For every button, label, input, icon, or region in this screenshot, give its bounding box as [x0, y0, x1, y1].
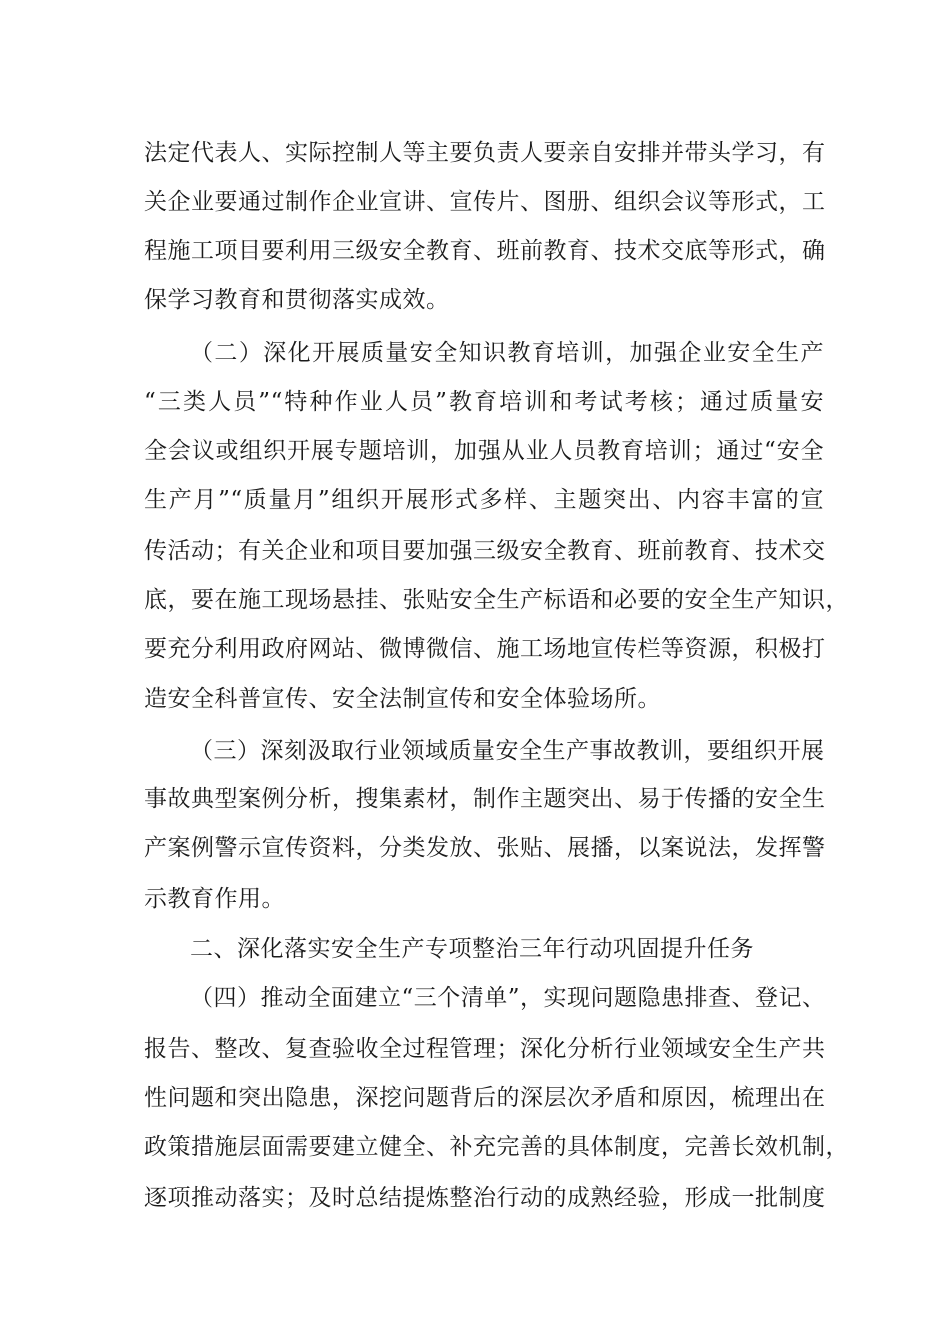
body-text-line: “三类人员”“特种作业人员”教育培训和考试考核；通过质量安 [144, 389, 824, 415]
body-text-line: 示教育作用。 [144, 886, 285, 912]
body-text-line: 生产月”“质量月”组织开展形式多样、主题突出、内容丰富的宣 [144, 487, 824, 513]
body-text-line: 造安全科普宣传、安全法制宣传和安全体验场所。 [144, 686, 661, 712]
body-text-line: 程施工项目要利用三级安全教育、班前教育、技术交底等形式，确 [144, 238, 826, 264]
body-text-line: 关企业要通过制作企业宣讲、宣传片、图册、组织会议等形式，工 [144, 189, 826, 215]
paragraph-heading-line: （二）深化开展质量安全知识教育培训，加强企业安全生产 [190, 340, 824, 366]
body-text-line: 政策措施层面需要建立健全、补充完善的具体制度，完善长效机制， [144, 1134, 849, 1160]
body-text-line: 逐项推动落实；及时总结提炼整治行动的成熟经验，形成一批制度 [144, 1185, 826, 1211]
body-text-line: 法定代表人、实际控制人等主要负责人要亲自安排并带头学习，有 [144, 140, 826, 166]
body-text-line: 事故典型案例分析，搜集素材，制作主题突出、易于传播的安全生 [144, 786, 826, 812]
body-text-line: 产案例警示宣传资料，分类发放、张贴、展播，以案说法，发挥警 [144, 835, 826, 861]
body-text-line: 底，要在施工现场悬挂、张贴安全生产标语和必要的安全生产知识， [144, 587, 849, 613]
body-text-line: 保学习教育和贯彻落实成效。 [144, 287, 450, 313]
section-heading: 二、深化落实安全生产专项整治三年行动巩固提升任务 [190, 936, 754, 962]
body-text-line: 性问题和突出隐患，深挖问题背后的深层次矛盾和原因，梳理出在 [144, 1085, 826, 1111]
body-text-line: 传活动；有关企业和项目要加强三级安全教育、班前教育、技术交 [144, 538, 826, 564]
body-text-line: 要充分利用政府网站、微博微信、施工场地宣传栏等资源，积极打 [144, 636, 826, 662]
paragraph-heading-line: （三）深刻汲取行业领域质量安全生产事故教训，要组织开展 [190, 738, 825, 764]
body-text-line: 全会议或组织开展专题培训，加强从业人员教育培训；通过“安全 [144, 438, 824, 464]
paragraph-heading-line: （四）推动全面建立“三个清单”，实现问题隐患排查、登记、 [190, 985, 826, 1011]
body-text-line: 报告、整改、复查验收全过程管理；深化分析行业领域安全生产共 [144, 1036, 826, 1062]
